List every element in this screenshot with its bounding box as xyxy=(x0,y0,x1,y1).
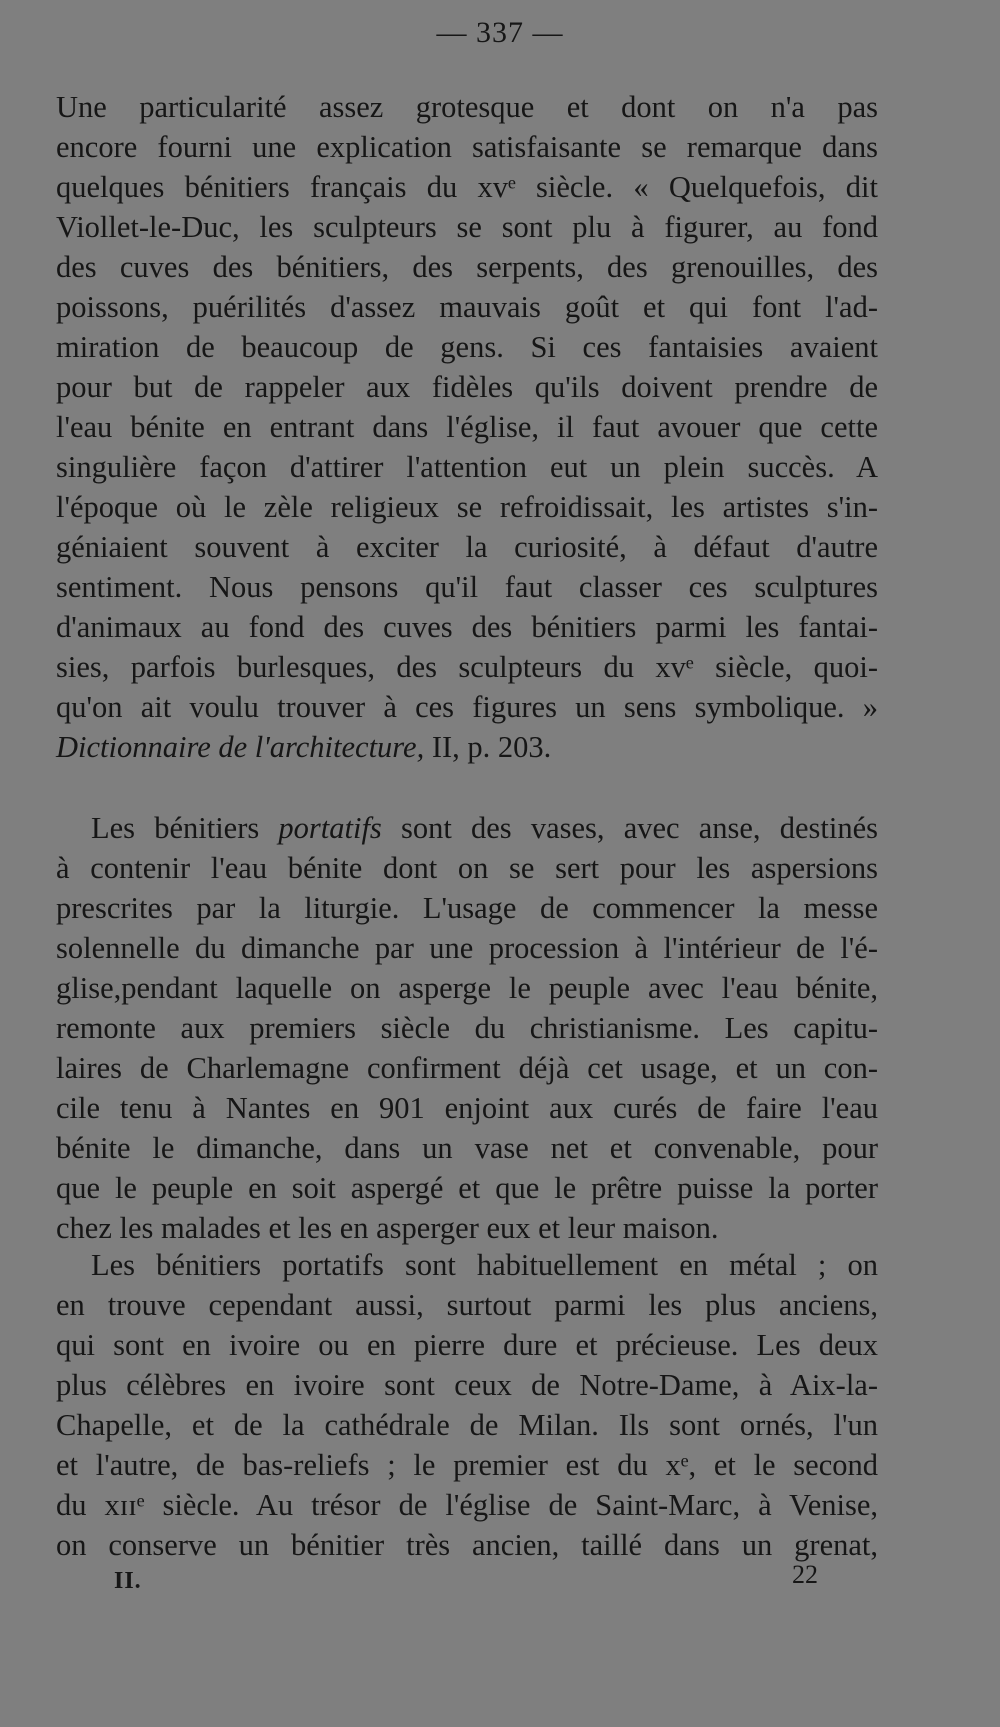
paragraph-metal-ivory-fonts xyxy=(56,1245,878,1565)
page-number: — 337 — xyxy=(436,16,564,49)
text-line: l'époque où le zèle religieux se refroidissait, les artistes s'in- xyxy=(56,490,878,524)
text-line: laires de Charlemagne confirment déjà cet usage, et un con- xyxy=(56,1051,878,1085)
paragraph-portable-fonts xyxy=(56,808,878,1248)
text-line: qui sont en ivoire ou en pierre dure et précieuse. Les deux xyxy=(56,1328,878,1362)
text-line: glise,pendant laquelle on asperge le peuple avec l'eau bénite, xyxy=(56,971,878,1005)
citation-line xyxy=(56,727,878,767)
text-line: d'animaux au fond des cuves des bénitiers parmi les fantai- xyxy=(56,610,878,644)
paragraph-viollet-le-duc-quote xyxy=(56,87,878,767)
text-line: Chapelle, et de la cathédrale de Milan. Ils sont ornés, l'un xyxy=(56,1408,878,1442)
text-line: quelques bénitiers français du xvᵉ siècle. « Quelquefois, dit xyxy=(56,170,878,204)
text-line: poissons, puérilités d'assez mauvais goût et qui font l'ad- xyxy=(56,290,878,324)
text-fragment: sont des vases, avec anse, destinés xyxy=(381,811,878,845)
text-line xyxy=(56,808,878,848)
text-line: du xɪɪᵉ siècle. Au trésor de l'église de Saint-Marc, à Venise, xyxy=(56,1488,878,1522)
text-line: sies, parfois burlesques, des sculpteurs du xvᵉ siècle, quoi- xyxy=(56,650,878,684)
text-line: à contenir l'eau bénite dont on se sert pour les aspersions xyxy=(56,851,878,885)
text-line: remonte aux premiers siècle du christianisme. Les capitu- xyxy=(56,1011,878,1045)
text-line: bénite le dimanche, dans un vase net et convenable, pour xyxy=(56,1131,878,1165)
text-line: on conserve un bénitier très ancien, taillé dans un grenat, xyxy=(56,1528,878,1562)
text-line: solennelle du dimanche par une procession à l'intérieur de l'é- xyxy=(56,931,878,965)
text-line: sentiment. Nous pensons qu'il faut classer ces sculptures xyxy=(56,570,878,604)
italic-term: portatifs xyxy=(278,811,382,845)
signature-mark: II. xyxy=(114,1568,142,1594)
text-line: Les bénitiers portatifs sont habituellement en métal ; on xyxy=(91,1248,878,1282)
text-line: miration de beaucoup de gens. Si ces fantaisies avaient xyxy=(56,330,878,364)
text-line: Viollet-le-Duc, les sculpteurs se sont plu à figurer, au fond xyxy=(56,210,878,244)
text-line: des cuves des bénitiers, des serpents, des grenouilles, des xyxy=(56,250,878,284)
citation-reference: II, p. 203. xyxy=(424,730,552,764)
citation-title: Dictionnaire de l'architecture, xyxy=(56,730,425,764)
text-line: Une particularité assez grotesque et dont on n'a pas xyxy=(56,90,878,124)
text-line: plus célèbres en ivoire sont ceux de Notre-Dame, à Aix-la- xyxy=(56,1368,878,1402)
text-line: pour but de rappeler aux fidèles qu'ils doivent prendre de xyxy=(56,370,878,404)
text-line: encore fourni une explication satisfaisante se remarque dans xyxy=(56,130,878,164)
text-line: et l'autre, de bas-reliefs ; le premier est du xᵉ, et le second xyxy=(56,1448,878,1482)
text-line: en trouve cependant aussi, surtout parmi les plus anciens, xyxy=(56,1288,878,1322)
text-line: géniaient souvent à exciter la curiosité, à défaut d'autre xyxy=(56,530,878,564)
text-line: cile tenu à Nantes en 901 enjoint aux curés de faire l'eau xyxy=(56,1091,878,1125)
sheet-number: 22 xyxy=(792,1560,818,1589)
text-line: chez les malades et les en asperger eux et leur maison. xyxy=(56,1211,719,1245)
text-fragment: Les bénitiers xyxy=(91,811,279,845)
text-line: qu'on ait voulu trouver à ces figures un sens symbolique. » xyxy=(56,690,878,724)
text-line: prescrites par la liturgie. L'usage de commencer la messe xyxy=(56,891,878,925)
text-line: l'eau bénite en entrant dans l'église, il faut avouer que cette xyxy=(56,410,878,444)
text-line: singulière façon d'attirer l'attention eut un plein succès. A xyxy=(56,450,878,484)
text-line: que le peuple en soit aspergé et que le prêtre puisse la porter xyxy=(56,1171,878,1205)
